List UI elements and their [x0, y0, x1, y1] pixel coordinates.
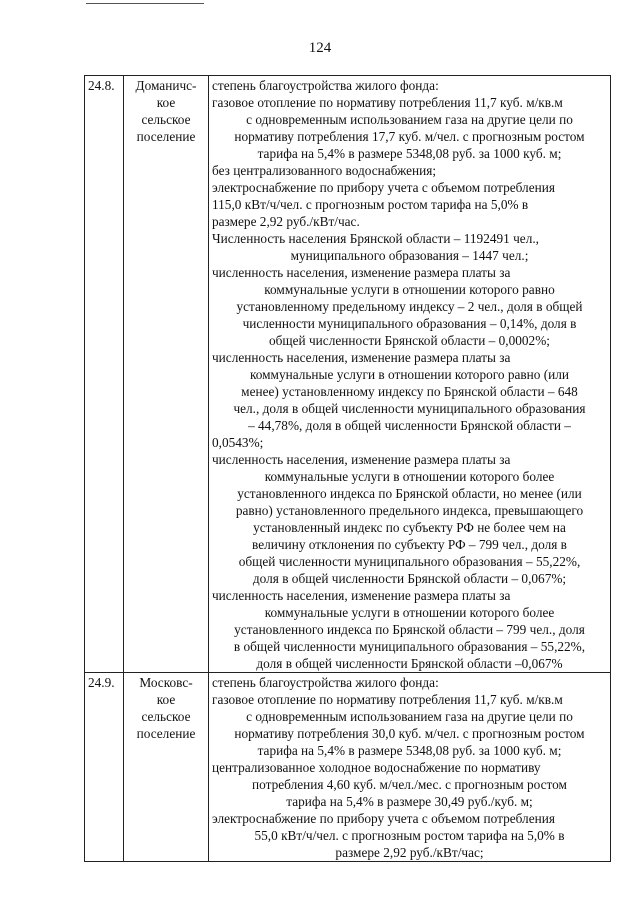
row-number: 24.9.: [85, 673, 124, 862]
settlement-name-line: Московс-: [139, 675, 193, 690]
description-line: коммунальные услуги в отношении которого равно: [264, 282, 555, 297]
description-line: общей численности муниципального образования – 55,22%,: [238, 554, 581, 569]
settlement-name: [124, 76, 209, 673]
description-line: с одновременным использованием газа на другие цели по: [246, 709, 573, 724]
description-line: размере 2,92 руб./кВт/час.: [212, 214, 360, 229]
description-line: доля в общей численности Брянской области –0,067%: [256, 656, 563, 671]
description-line: доля в общей численности Брянской области – 0,067%;: [252, 571, 567, 586]
description-line: – 44,78%, доля в общей численности Брянской области –: [248, 418, 571, 433]
description-line: степень благоустройства жилого фонда:: [212, 78, 439, 93]
description-line: 115,0 кВт/ч/чел. с прогнозным ростом тарифа на 5,0% в: [212, 197, 529, 212]
description-line: численность населения, изменение размера платы за: [212, 588, 511, 603]
table-row: [85, 673, 611, 862]
description-cell: [209, 673, 611, 862]
description-line: тарифа на 5,4% в размере 5348,08 руб. за 1000 куб. м;: [257, 743, 562, 758]
description-line: нормативу потребления 17,7 куб. м/чел. с прогнозным ростом: [234, 129, 585, 144]
description-line: коммунальные услуги в отношении которого равно (или: [249, 367, 570, 382]
description-line: централизованное холодное водоснабжение по нормативу: [212, 760, 541, 775]
description-line: с одновременным использованием газа на другие цели по: [246, 112, 573, 127]
description-line: численность населения, изменение размера платы за: [212, 265, 511, 280]
description-line: установленного индекса по Брянской области – 799 чел., доля: [234, 622, 585, 637]
description-line: в общей численности муниципального образования – 55,22%,: [233, 639, 586, 654]
description-line: муниципального образования – 1447 чел.;: [290, 248, 529, 263]
description-line: тарифа на 5,4% в размере 30,49 руб./куб. м;: [286, 794, 533, 809]
description-line: чел., доля в общей численности муниципального образования: [233, 401, 586, 416]
description-line: 55,0 кВт/ч/чел. с прогнозным ростом тарифа на 5,0% в: [254, 828, 565, 843]
description-line: равно) установленного предельного индекса, превышающего: [235, 503, 584, 518]
description-line: тарифа на 5,4% в размере 5348,08 руб. за 1000 куб. м;: [257, 146, 562, 161]
municipality-table: [84, 75, 611, 862]
settlement-name-line: Доманичс-: [135, 78, 197, 93]
description-line: размере 2,92 руб./кВт/час;: [335, 845, 484, 860]
description-line: численность населения, изменение размера платы за: [212, 350, 511, 365]
page-number: 124: [308, 40, 332, 56]
description-line: численности муниципального образования – 0,14%, доля в: [242, 316, 577, 331]
description-cell: [209, 76, 611, 673]
settlement-name-line: кое: [156, 692, 176, 707]
row-number: 24.8.: [85, 76, 124, 673]
description-line: установленного индекса по Брянской области, но менее (или: [237, 486, 582, 501]
description-line: степень благоустройства жилого фонда:: [212, 675, 439, 690]
header-rule: [86, 3, 204, 4]
description-line: Численность населения Брянской области – 1192491 чел.,: [212, 231, 539, 246]
description-line: коммунальные услуги в отношении которого более: [264, 469, 555, 484]
table-row: [85, 76, 611, 673]
description-line: менее) установленному индексу по Брянской области – 648: [241, 384, 578, 399]
description-line: установленный индекс по субъекту РФ не более чем на: [253, 520, 566, 535]
description-line: электроснабжение по прибору учета с объемом потребления: [212, 180, 555, 195]
description-line: потребления 4,60 куб. м/чел./мес. с прогнозным ростом: [252, 777, 567, 792]
settlement-name-line: кое: [156, 95, 176, 110]
description-line: величину отклонения по субъекту РФ – 799 чел., доля в: [252, 537, 567, 552]
description-line: нормативу потребления 30,0 куб. м/чел. с прогнозным ростом: [234, 726, 585, 741]
description-line: без централизованного водоснабжения;: [212, 163, 437, 178]
settlement-name-line: сельское: [141, 112, 191, 127]
description-line: общей численности Брянской области – 0,0002%;: [269, 333, 550, 348]
settlement-name-line: поселение: [136, 129, 196, 144]
description-line: электроснабжение по прибору учета с объемом потребления: [212, 811, 555, 826]
description-line: коммунальные услуги в отношении которого более: [264, 605, 555, 620]
description-line: установленному предельному индексу – 2 чел., доля в общей: [236, 299, 583, 314]
description-line: 0,0543%;: [212, 435, 264, 450]
description-line: газовое отопление по нормативу потребления 11,7 куб. м/кв.м: [212, 95, 563, 110]
settlement-name: [124, 673, 209, 862]
table-body: [85, 76, 611, 862]
description-line: численность населения, изменение размера платы за: [212, 452, 511, 467]
settlement-name-line: сельское: [141, 709, 191, 724]
description-line: газовое отопление по нормативу потребления 11,7 куб. м/кв.м: [212, 692, 563, 707]
settlement-name-line: поселение: [136, 726, 196, 741]
